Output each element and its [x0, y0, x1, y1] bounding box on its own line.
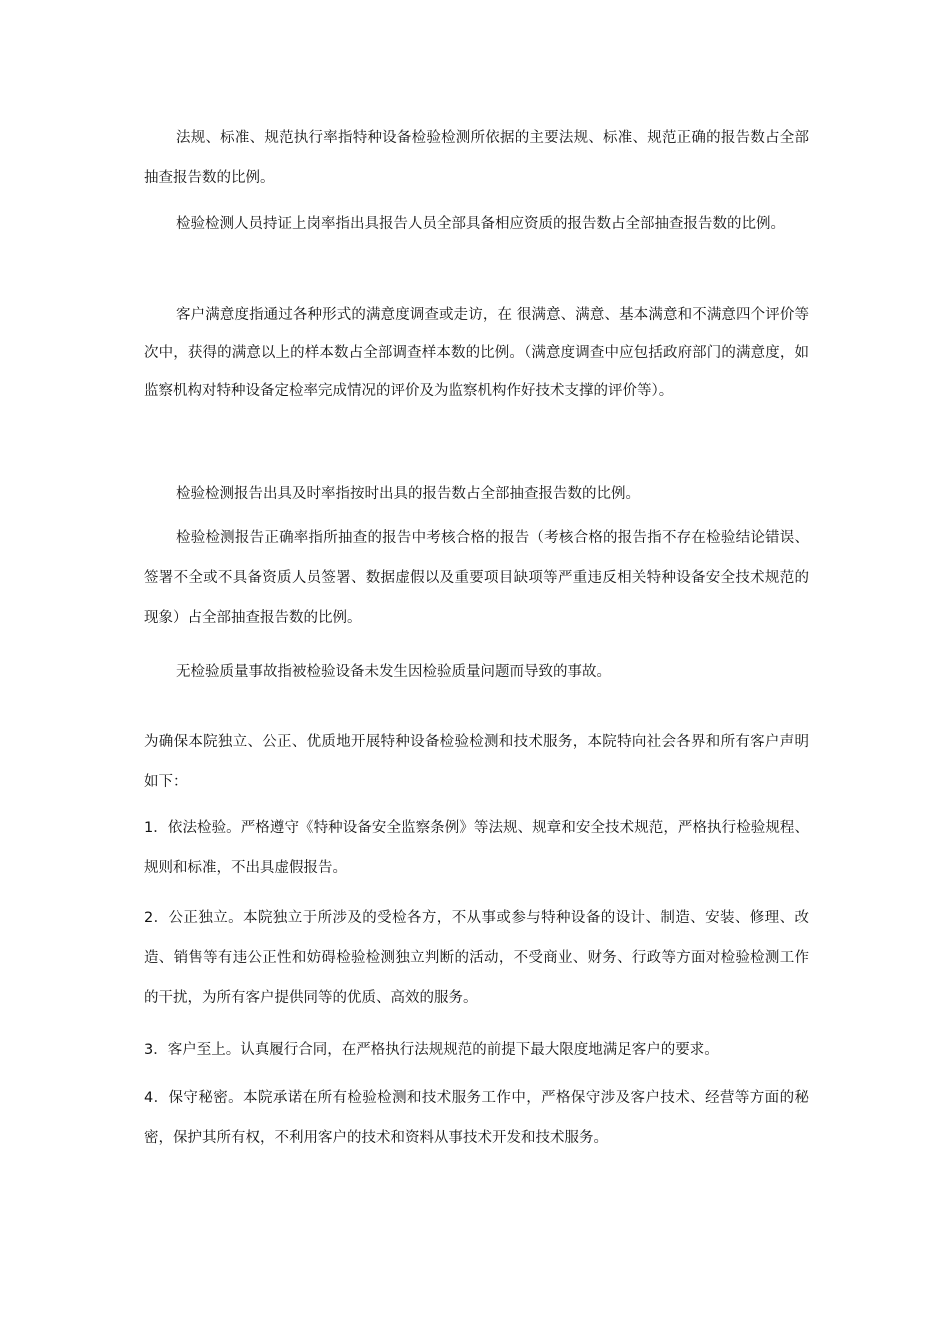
definition-paragraph: 无检验质量事故指被检验设备未发生因检验质量问题而导致的事故。 [176, 664, 611, 680]
definition-paragraph: 法规、标准、规范执行率指特种设备检验检测所依据的主要法规、标准、规范正确的报告数占全部抽查报告数的比例。 [144, 130, 809, 186]
declaration-item: 2．公正独立。本院独立于所涉及的受检各方，不从事或参与特种设备的设计、制造、安装、修理、改造、销售等有违公正性和妨碍检验检测独立判断的活动，不受商业、财务、行政等方面对检验检测工作的干扰，为所有客户提供同等的优质、高效的服务。 [144, 910, 809, 1006]
definition-paragraph: 检验检测人员持证上岗率指出具报告人员全部具备相应资质的报告数占全部抽查报告数的比例。 [176, 216, 785, 232]
definition-paragraph: 检验检测报告出具及时率指按时出具的报告数占全部抽查报告数的比例。 [176, 486, 640, 502]
declaration-item: 1．依法检验。严格遵守《特种设备安全监察条例》等法规、规章和安全技术规范，严格执行检验规程、规则和标准，不出具虚假报告。 [144, 820, 809, 876]
declaration-item: 3．客户至上。认真履行合同，在严格执行法规规范的前提下最大限度地满足客户的要求。 [144, 1042, 719, 1058]
declaration-intro: 为确保本院独立、公正、优质地开展特种设备检验检测和技术服务，本院特向社会各界和所有客户声明如下： [144, 734, 809, 790]
declaration-item: 4．保守秘密。本院承诺在所有检验检测和技术服务工作中，严格保守涉及客户技术、经营等方面的秘密，保护其所有权，不利用客户的技术和资料从事技术开发和技术服务。 [144, 1090, 809, 1146]
definition-paragraph: 检验检测报告正确率指所抽查的报告中考核合格的报告（考核合格的报告指不存在检验结论错误、签署不全或不具备资质人员签署、数据虚假以及重要项目缺项等严重违反相关特种设备安全技术规范的现象）占全部抽查报告数的比例。 [144, 530, 809, 626]
definition-paragraph: 客户满意度指通过各种形式的满意度调查或走访，在 很满意、满意、基本满意和不满意四个评价等次中，获得的满意以上的样本数占全部调查样本数的比例。（满意度调查中应包括政府部门的满意度，如监察机构对特种设备定检率完成情况的评价及为监察机构作好技术支撑的评价等）。 [144, 307, 809, 399]
